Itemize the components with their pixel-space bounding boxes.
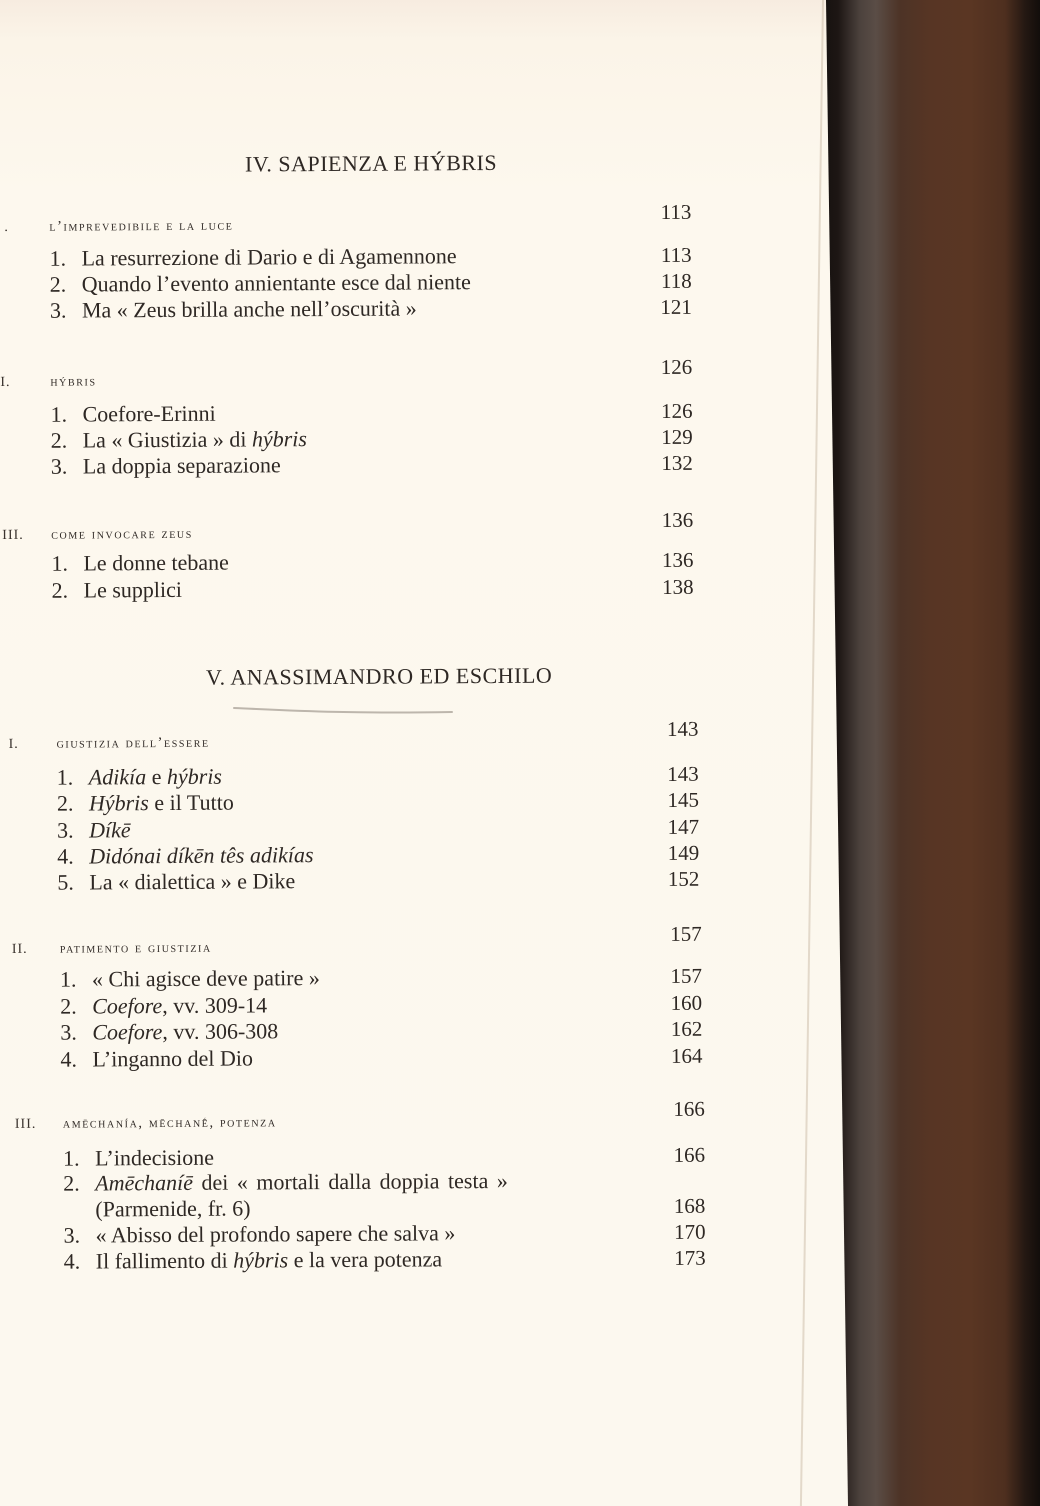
entry-page: 145 (667, 787, 699, 812)
toc-entry[interactable] (16, 1245, 706, 1275)
entry-title: Le supplici (83, 576, 183, 603)
entry-title: Coefore, vv. 309-14 (92, 992, 268, 1019)
entry-number: 1. (62, 1145, 80, 1171)
chapter-page: 113 (660, 199, 692, 224)
entry-number: 2. (56, 790, 74, 816)
chapter-heading[interactable] (11, 921, 702, 964)
toc-entry[interactable] (9, 866, 699, 896)
entry-number: 2. (49, 271, 67, 297)
chapter-title: hýbris (50, 373, 97, 390)
entry-title: « Chi agisce deve patire » (91, 965, 320, 992)
entry-title: L’inganno del Dio (92, 1045, 254, 1072)
chapter-title: amēchanía, mēchanḗ, potenza (62, 1114, 277, 1132)
entry-number: 4. (60, 1046, 78, 1072)
entry-title: « Abisso del profondo sapere che salva » (95, 1220, 456, 1248)
toc-entry[interactable] (3, 450, 693, 480)
entry-title: Quando l’evento annientante esce dal niente (81, 269, 471, 297)
toc-entry[interactable] (12, 963, 702, 993)
chapter-title: come invocare zeus (51, 525, 193, 543)
entry-number: 1. (59, 966, 77, 992)
entry-number: 1. (51, 550, 69, 576)
entry-number: 3. (60, 1019, 77, 1045)
chapter-number: III. (14, 1116, 37, 1132)
chapter-heading[interactable] (0, 354, 693, 397)
entry-page: 162 (670, 1016, 703, 1041)
chapter-page: 136 (661, 507, 694, 532)
toc-entry[interactable] (4, 574, 694, 604)
entry-number: 3. (56, 817, 74, 843)
chapter-heading[interactable] (8, 716, 699, 759)
chapter-title: patimento e giustizia (59, 939, 212, 957)
entry-page: 166 (673, 1142, 706, 1167)
chapter-page: 143 (666, 716, 699, 741)
entry-title: La « Giustizia » di hýbris (82, 426, 308, 453)
book-cover-edge (820, 0, 1040, 1506)
entry-title: Díkē (88, 817, 131, 843)
chapter-page: 166 (673, 1096, 705, 1121)
chapter-number: III. (2, 527, 24, 543)
entry-page: 132 (661, 450, 693, 475)
entry-page: 160 (670, 990, 703, 1015)
chapter-number: . (4, 219, 9, 235)
chapter-page: 126 (660, 354, 693, 379)
chapter-page: 157 (670, 921, 702, 946)
entry-title: (Parmenide, fr. 6) (95, 1195, 251, 1222)
entry-title: Amēchaníē dei « mortali dalla doppia testa » (95, 1167, 508, 1196)
entry-title: La « dialettica » e Dike (89, 868, 296, 895)
entry-page: 143 (667, 761, 699, 786)
entry-page: 136 (661, 547, 694, 572)
entry-page: 138 (662, 574, 694, 599)
entry-page: 149 (667, 840, 700, 865)
entry-title: Le donne tebane (83, 549, 229, 576)
toc-entry[interactable] (3, 547, 693, 577)
chapter-title: giustizia dell’essere (56, 734, 210, 752)
entry-number: 3. (50, 453, 68, 479)
part-title: V. ANASSIMANDRO ED ESCHILO (205, 662, 553, 690)
entry-number: 2. (63, 1170, 80, 1196)
entry-page: 129 (661, 424, 693, 449)
entry-page: 168 (673, 1193, 706, 1218)
chapter-number: I. (8, 736, 19, 752)
toc-entry[interactable] (12, 1016, 702, 1046)
entry-title: Coefore, vv. 306-308 (92, 1018, 279, 1045)
entry-title: Ma « Zeus brilla anche nell’oscurità » (81, 295, 417, 323)
entry-number: 1. (56, 764, 74, 790)
entry-number: 2. (50, 427, 68, 453)
chapter-number: I. (0, 374, 11, 391)
entry-title: Adikía e hýbris (88, 763, 223, 790)
entry-page: 157 (670, 963, 703, 988)
chapter-heading[interactable] (2, 507, 694, 550)
toc-entry[interactable] (2, 294, 692, 324)
entry-page: 126 (660, 398, 693, 423)
entry-number: 1. (49, 245, 67, 271)
chapter-number: II. (11, 941, 28, 957)
entry-title: Coefore-Erinni (82, 400, 216, 427)
part-title: IV. SAPIENZA E HÝBRIS (244, 149, 498, 177)
entry-number: 4. (63, 1248, 81, 1274)
entry-number: 2. (60, 993, 77, 1019)
entry-title: La doppia separazione (82, 452, 281, 479)
entry-number: 3. (63, 1222, 81, 1248)
entry-page: 147 (667, 814, 700, 839)
entry-page: 113 (660, 242, 692, 267)
entry-number: 2. (51, 577, 69, 603)
entry-title: Il fallimento di hýbris e la vera potenza (95, 1246, 443, 1274)
entry-title: L’indecisione (94, 1144, 215, 1171)
entry-number: 1. (50, 401, 68, 427)
entry-number: 4. (57, 843, 74, 869)
entry-page: 121 (660, 294, 692, 319)
entry-title: Hýbris e il Tutto (88, 789, 234, 816)
entry-number: 3. (49, 297, 67, 323)
entry-page: 118 (660, 268, 692, 293)
chapter-heading[interactable] (14, 1096, 705, 1139)
entry-title: Didónai díkēn tês adikías (89, 842, 314, 869)
entry-page: 173 (674, 1245, 706, 1270)
entry-page: 152 (667, 866, 700, 891)
entry-number: 5. (57, 869, 74, 895)
chapter-title: l’imprevedibile e la luce (49, 217, 234, 235)
entry-title: La resurrezione di Dario e di Agamennone (81, 243, 457, 271)
entry-page: 164 (670, 1043, 703, 1068)
chapter-heading[interactable] (1, 199, 692, 242)
entry-page: 170 (673, 1219, 706, 1244)
toc-entry[interactable] (12, 1043, 702, 1073)
toc-entry[interactable] (9, 787, 699, 817)
